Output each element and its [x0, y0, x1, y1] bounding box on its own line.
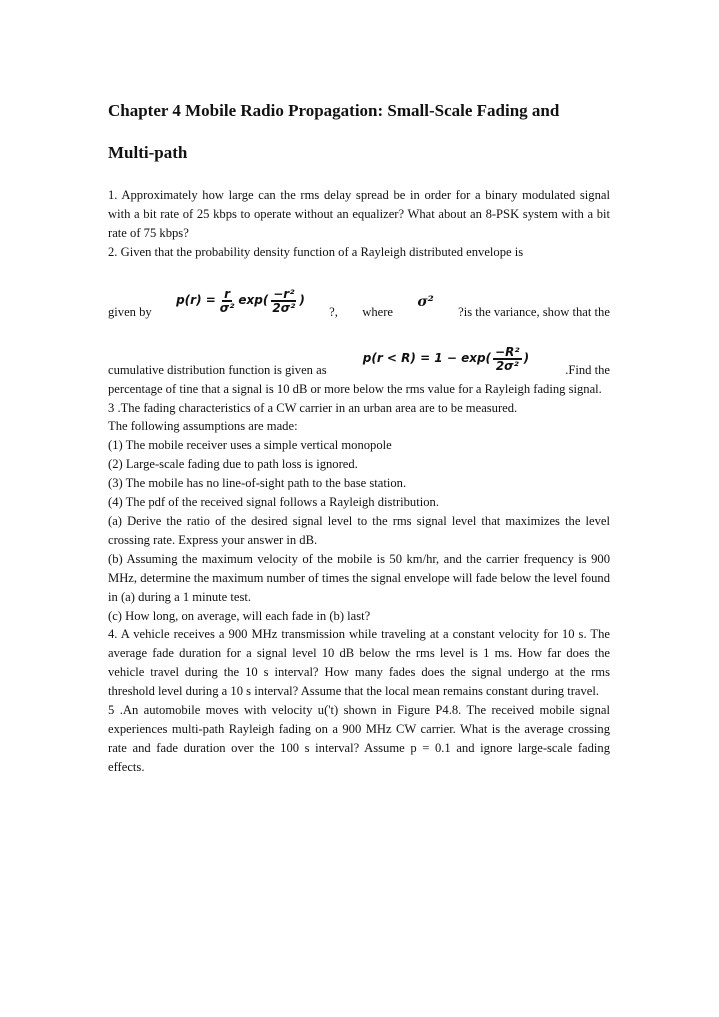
pdf-numerator: r — [224, 286, 231, 301]
rayleigh-cdf-formula — [363, 346, 529, 372]
cdf-close-paren: ) — [523, 351, 530, 366]
assumption-1: (1) The mobile receiver uses a simple vertical monopole — [108, 438, 392, 453]
cdf-exp-numerator: −R² — [495, 344, 520, 359]
question-2-rest: percentage of tine that a signal is 10 dB or more below the rms value for a Rayleigh fading signal. — [108, 381, 602, 396]
question-2-cdf-line — [108, 322, 610, 380]
after-pdf-text: ?, — [329, 304, 338, 319]
spacer — [108, 174, 610, 186]
cdf-intro-text: cumulative distribution function is given as — [108, 362, 327, 377]
sigma-squared-symbol: σ² — [417, 293, 434, 310]
question-2-pdf-line — [108, 262, 610, 322]
question-3-part-b: (b) Assuming the maximum velocity of the mobile is 50 km/hr, and the carrier frequency is 900 MHz, determine the maximum number of times the signal envelope will fade below the level found in (a) during a 1 minute test. — [108, 551, 610, 604]
pdf-exp-numerator: −r² — [273, 286, 295, 301]
pdf-denominator: σ² — [219, 300, 235, 315]
question-4: 4. A vehicle receives a 900 MHz transmission while traveling at a constant velocity for 10 s. The average fade duration for a signal level 10 dB below the rms level is 1 ms. How far does the vehicle travel during the 10 s interval? How many fades does the signal undergo at the rms threshold level during a 10 s interval? Assume that the local mean remains constant during travel. — [108, 627, 610, 699]
assumption-4: (4) The pdf of the received signal follows a Rayleigh distribution. — [108, 495, 439, 510]
question-3-part-c: (c) How long, on average, will each fade in (b) last? — [108, 608, 371, 623]
where-text: where — [362, 304, 393, 319]
question-3-assumptions: The following assumptions are made: — [108, 419, 298, 434]
question-3-intro: 3 .The fading characteristics of a CW carrier in an urban area are to be measured. — [108, 400, 518, 415]
pdf-lhs: p(r) = — [176, 293, 216, 308]
assumption-3: (3) The mobile has no line-of-sight path to the base station. — [108, 476, 407, 491]
pdf-exp: exp( — [238, 293, 269, 308]
question-3-part-a: (a) Derive the ratio of the desired signal level to the rms signal level that maximizes the level crossing rate. Express your answer in dB. — [108, 513, 610, 547]
pdf-close-paren: ) — [299, 293, 305, 308]
pdf-exp-fraction — [270, 288, 297, 314]
document-page — [108, 90, 610, 777]
rayleigh-pdf-formula — [176, 288, 305, 314]
question-1: 1. Approximately how large can the rms delay spread be in order for a binary modulated signal with a bit rate of 25 kbps to operate without an equalizer? What about an 8-PSK system with a bit rate of 75 kbps? — [108, 188, 610, 240]
assumption-2: (2) Large-scale fading due to path loss is ignored. — [108, 457, 358, 472]
given-by-text: given by — [108, 304, 152, 319]
cdf-exp-fraction — [493, 346, 522, 372]
question-5: 5 .An automobile moves with velocity u('t) shown in Figure P4.8. The received mobile signal experiences multi-path Rayleigh fading on a 900 MHz CW carrier. What is the average crossing rate and fade duration over the 100 s interval? Assume p = 0.1 and ignore large-scale fading effects. — [108, 703, 610, 774]
cdf-exp-denominator: 2σ² — [495, 358, 519, 373]
pdf-fraction — [218, 288, 237, 314]
variance-text: ?is the variance, show that the — [458, 304, 610, 319]
question-2-intro: 2. Given that the probability density function of a Rayleigh distributed envelope is — [108, 244, 524, 259]
chapter-title — [108, 90, 610, 174]
chapter-title-line-2: Multi-path — [108, 143, 188, 162]
find-text: .Find the — [565, 362, 610, 377]
cdf-lhs: p(r < R) = 1 − exp( — [362, 351, 492, 366]
chapter-title-line-1: Chapter 4 Mobile Radio Propagation: Small-Scale Fading and — [108, 101, 560, 120]
pdf-exp-denominator: 2σ² — [272, 300, 296, 315]
